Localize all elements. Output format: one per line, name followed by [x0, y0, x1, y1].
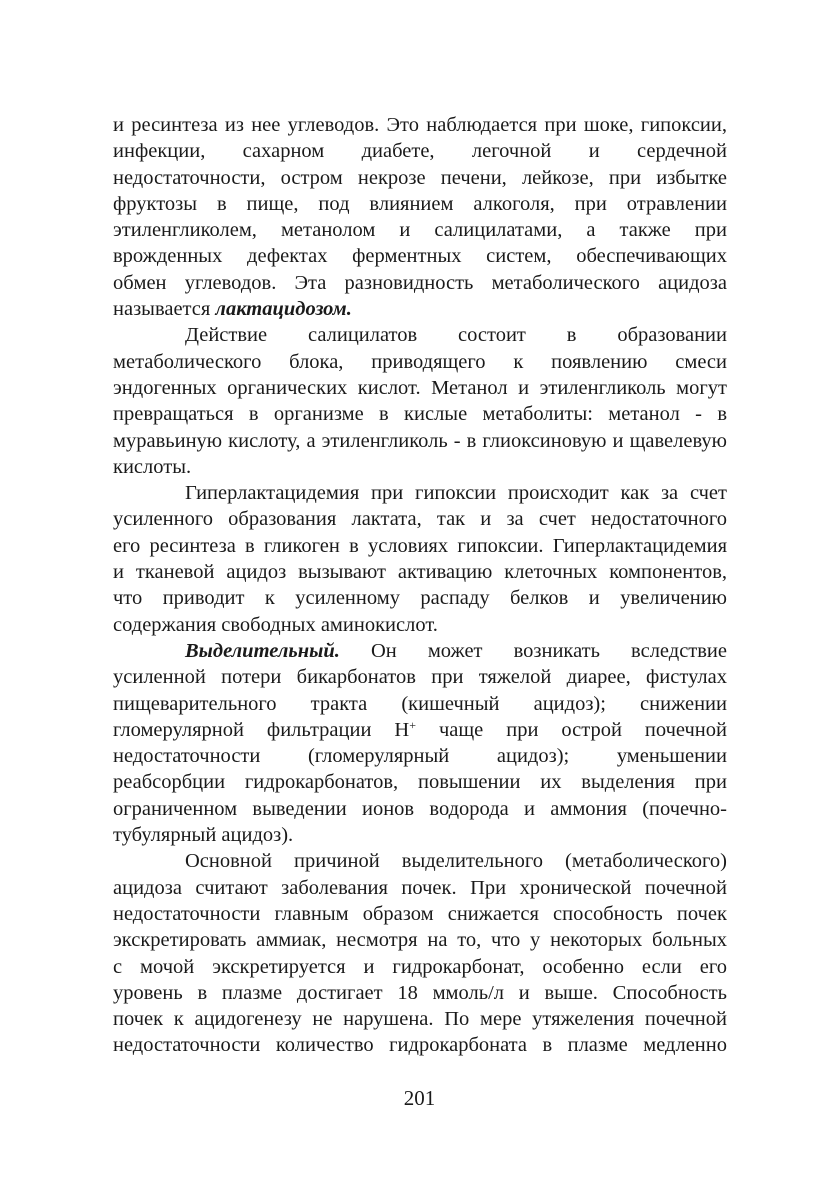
text-line: тубулярный ацидоз). [113, 824, 294, 847]
text-line: Основной причиной выделительного (метаболического) [185, 850, 727, 873]
text-line: инфекции, сахарном диабете, легочной и сердечной [113, 140, 727, 163]
text-line: этиленгликолем, метанолом и салицилатами, а также при [113, 219, 727, 242]
text-line: обмен углеводов. Эта разновидность метаболического ацидоза [113, 271, 727, 294]
text-line: Гиперлактацидемия при гипоксии происходит как за счет [185, 482, 727, 505]
text-line [113, 717, 727, 743]
text-line: метаболического блока, приводящего к появлению смеси [113, 350, 727, 373]
text-line: содержания свободных аминокислот. [113, 613, 438, 636]
text-line: недостаточности, остром некрозе печени, лейкозе, при избытке [113, 166, 727, 189]
paragraph-salicylates [113, 322, 727, 480]
term-lactacidosis: лактацидозом. [215, 298, 352, 321]
text-line: экскретировать аммиак, несмотря на то, что у некоторых больных [113, 929, 727, 952]
text-line: Действие салицилатов состоит в образовании [185, 324, 727, 347]
text-line: и тканевой ацидоз вызывают активацию клеточных компонентов, [113, 561, 727, 584]
text-line: его ресинтеза в гликоген в условиях гипоксии. Гиперлактацидемия [113, 534, 727, 557]
text-line: эндогенных органических кислот. Метанол и этиленгликоль могут [113, 376, 727, 399]
paragraph-lactacidosis [113, 112, 727, 322]
text-line: почек к ацидогенезу не нарушена. По мере утяжеления почечной [113, 1008, 727, 1031]
text-line: уровень в плазме достигает 18 ммоль/л и выше. Способность [113, 981, 727, 1004]
paragraph-main-cause [113, 848, 727, 1058]
text-line: с мочой экскретируется и гидрокарбонат, особенно если его [113, 955, 727, 978]
text-fragment: называется [113, 298, 216, 321]
text-fragment: Он может возникать вследствие [339, 639, 727, 662]
text-line [113, 638, 727, 664]
text-line [113, 296, 727, 322]
superscript-plus: + [409, 717, 416, 732]
text-line: ацидоза считают заболевания почек. При хронической почечной [113, 876, 727, 899]
text-fragment: гломерулярной фильтрации H [113, 718, 410, 741]
text-line: недостаточности главным образом снижается способность почек [113, 902, 727, 925]
text-line: муравьиную кислоту, а этиленгликоль - в глиоксиновую и щавелевую [113, 429, 727, 452]
text-line: недостаточности (гломерулярный ацидоз); уменьшении [113, 745, 727, 768]
text-line: ограниченном выведении ионов водорода и аммония (почечно- [113, 797, 727, 820]
text-line: превращаться в организме в кислые метаболиты: метанол - в [113, 403, 727, 426]
text-fragment: чаще при острой почечной [416, 718, 727, 741]
text-line: недостаточности количество гидрокарбоната в плазме медленно [113, 1034, 727, 1057]
text-line: врожденных дефектах ферментных систем, обеспечивающих [113, 245, 727, 268]
page-body [113, 112, 727, 1059]
text-line: усиленной потери бикарбонатов при тяжелой диарее, фистулах [113, 666, 727, 689]
text-line: реабсорбции гидрокарбонатов, повышении их выделения при [113, 771, 727, 794]
term-excretory: Выделительный. [185, 639, 340, 662]
paragraph-excretory [113, 638, 727, 848]
text-line: и ресинтеза из нее углеводов. Это наблюдается при шоке, гипоксии, [113, 114, 727, 136]
paragraph-hyperlactacidemia [113, 480, 727, 638]
text-line: что приводит к усиленному распаду белков и увеличению [113, 587, 727, 610]
text-line: фруктозы в пище, под влиянием алкоголя, при отравлении [113, 192, 727, 215]
text-line: пищеварительного тракта (кишечный ацидоз); снижении [113, 692, 727, 715]
text-line: кислоты. [113, 455, 192, 478]
page-number: 201 [403, 1086, 436, 1110]
text-line: усиленного образования лактата, так и за счет недостаточного [113, 508, 727, 531]
